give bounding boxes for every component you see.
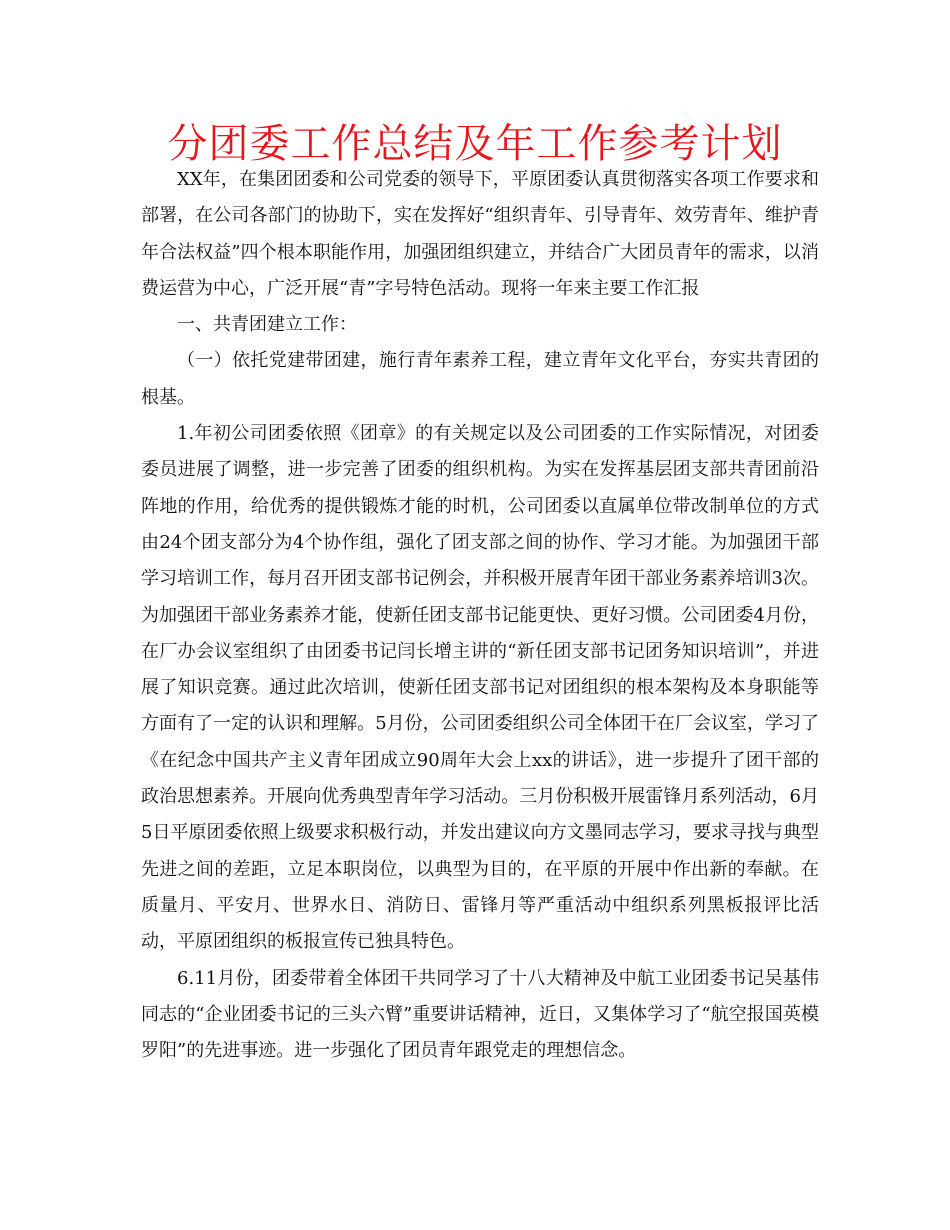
document-title: 分团委工作总结及年工作参考计划: [167, 121, 783, 167]
paragraph-section-heading: 一、共青团建立工作：: [177, 314, 357, 336]
paragraph-subsection-heading: （一）依托党建带团建，施行青年素养工程，建立青年文化平台，夯实共青团的根基。: [141, 350, 819, 408]
paragraph-item-6: 6.11月份，团委带着全体团干共同学习了十八大精神及中航工业团委书记吴基伟同志的“企业团委书记的三头六臂”重要讲话精神，近日，又集体学习了“航空报国英模罗阳”的先进事迹。进一步强化了团员青年跟党走的理想信念。: [141, 967, 819, 1062]
document-body: [141, 162, 819, 1069]
paragraph-intro: XX年，在集团团委和公司党委的领导下，平原团委认真贯彻落实各项工作要求和部署，在公司各部门的协助下，实在发挥好“组织青年、引导青年、效劳青年、维护青年合法权益”四个根本职能作用，加强团组织建立，并结合广大团员青年的需求，以消费运营为中心，广泛开展“青”字号特色活动。现将一年来主要工作汇报: [141, 169, 819, 299]
paragraph-item-1: 1.年初公司团委依照《团章》的有关规定以及公司团委的工作实际情况，对团委委员进展了调整，进一步完善了团委的组织机构。为实在发挥基层团支部共青团前沿阵地的作用，给优秀的提供锻炼才能的时机，公司团委以直属单位带改制单位的方式由24个团支部分为4个协作组，强化了团支部之间的协作、学习才能。为加强团干部学习培训工作，每月召开团支部书记例会，并积极开展青年团干部业务素养培训3次。为加强团干部业务素养才能，使新任团支部书记能更快、更好习惯。公司团委4月份，在厂办会议室组织了由团委书记闫长增主讲的“新任团支部书记团务知识培训”，并进展了知识竞赛。通过此次培训，使新任团支部书记对团组织的根本架构及本身职能等方面有了一定的认识和理解。5月份，公司团委组织公司全体团干在厂会议室，学习了《在纪念中国共产主义青年团成立90周年大会上xx的讲话》，进一步提升了团干部的政治思想素养。开展向优秀典型青年学习活动。三月份积极开展雷锋月系列活动，6月5日平原团委依照上级要求积极行动，并发出建议向方文墨同志学习，要求寻找与典型先进之间的差距，立足本职岗位，以典型为目的，在平原的开展中作出新的奉献。在质量月、平安月、世界水日、消防日、雷锋月等严重活动中组织系列黑板报评比活动，平原团组织的板报宣传已独具特色。: [141, 423, 819, 953]
